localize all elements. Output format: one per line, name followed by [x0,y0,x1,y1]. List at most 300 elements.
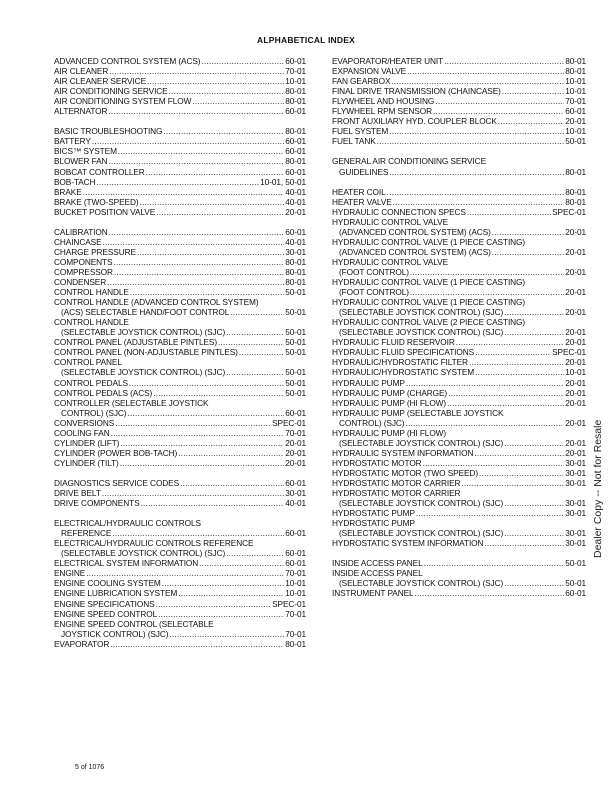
index-entry [54,498,306,508]
index-entry [54,327,306,337]
index-entry-page: 10-01 [565,86,586,97]
dot-leader [504,528,564,538]
index-entry-page: 20-01 [565,447,586,458]
index-entry-text: CONVERSIONS [54,417,115,428]
index-entry-page: 60-01 [285,56,306,66]
index-entry-page: 80-01 [285,277,306,288]
index-entry [54,578,306,588]
index-entry-text: (FOOT CONTROL) [339,266,409,277]
dot-leader [156,599,272,609]
index-entry-text: CONTROL PEDALS [54,377,128,388]
index-entry-text: CONTROL) (SJC) [339,417,405,428]
index-entry-page: 70-01 [285,608,306,619]
index-entry-page: 20-01 [285,447,306,458]
index-entry-text: COMPONENTS [54,256,113,267]
index-entry-text: (ADVANCED CONTROL SYSTEM) (ACS) [339,226,491,237]
index-entry-heading: ELECTRICAL/HYDRAULIC CONTROLS REFERENCE [54,538,254,549]
index-entry [54,167,306,177]
index-entry [54,267,306,277]
index-entry-text: (ACS) SELECTABLE HAND/FOOT CONTROL [61,307,230,318]
index-entry [332,588,586,598]
dot-leader [504,327,564,337]
index-entry [54,227,306,237]
dot-leader [387,187,565,197]
dot-leader [230,307,284,317]
dot-leader [120,438,284,448]
index-entry [332,418,586,428]
index-entry-heading: HYDRAULIC PUMP (HI FLOW) [332,427,447,438]
index-entry-page: 80-01 [565,166,586,177]
dot-leader [96,177,259,187]
index-entry-text: BICS™ SYSTEM [54,146,117,157]
index-entry [332,388,586,398]
dot-leader [108,156,284,166]
index-entry-text: BUCKET POSITION VALVE [54,206,156,217]
index-entry-page: 60-01 [285,558,306,569]
index-entry-page: 20-01 [565,417,586,428]
index-entry-text: HYDRAULIC/HYDROSTATIC SYSTEM [332,367,475,378]
index-entry-text: FINAL DRIVE TRANSMISSION (CHAINCASE) [332,86,501,97]
index-entry [54,428,306,438]
index-entry [332,56,586,66]
index-entry-text: ENGINE COOLING SYSTEM [54,578,161,589]
index-entry-page: 20-01 [565,116,586,127]
dot-leader [239,347,284,357]
index-entry-heading: INSIDE ACCESS PANEL [332,568,423,579]
index-entry-page: 50-01 [285,307,306,318]
index-entry [332,207,586,217]
index-entry [332,76,586,86]
index-entry-page: 50-01 [285,347,306,358]
index-entry-page: 80-01 [285,256,306,267]
index-entry [332,337,586,347]
index-entry-page: SPEC-01 [552,206,586,217]
dot-leader [504,498,564,508]
index-entry [332,267,586,277]
index-entry-text: CONTROL PANEL (ADJUSTABLE PINTLES) [54,337,218,348]
dot-leader [433,106,564,116]
index-entry-page: 20-01 [565,327,586,338]
index-entry-page: 50-01 [285,337,306,348]
index-entry-text: FLYWHEEL AND HOUSING [332,96,435,107]
index-entry [332,558,586,568]
index-entry-text: BOBCAT CONTROLLER [54,166,145,177]
index-entry-page: 60-01 [285,146,306,157]
index-entry-heading: HYDRAULIC PUMP (SELECTABLE JOYSTICK [332,407,504,418]
index-entry-text: BASIC TROUBLESHOOTING [54,126,163,137]
dot-leader [479,468,564,478]
index-entry-text: (SELECTABLE JOYSTICK CONTROL) (SJC) [61,367,226,378]
dot-leader [141,498,285,508]
index-entry [54,347,306,357]
index-entry [54,639,306,649]
index-entry-text: (SELECTABLE JOYSTICK CONTROL) (SJC) [339,578,504,589]
index-entry-page: 70-01 [285,628,306,639]
index-entry [54,599,306,609]
index-entry-page: 70-01 [285,427,306,438]
index-entry [54,56,306,66]
dot-leader [467,207,551,217]
dot-leader [169,629,284,639]
dot-leader [410,287,564,297]
index-entry-page: 20-01 [565,287,586,298]
section-gap [332,548,586,558]
dot-leader [163,126,284,136]
dot-leader [162,578,285,588]
dot-leader [199,558,284,568]
index-entry [332,126,586,136]
index-entry-page: 20-01 [565,226,586,237]
index-entry [54,488,306,498]
dealer-copy-note: Dealer Copy -- Not for Resale [592,419,604,558]
index-entry [54,106,306,116]
index-entry-text: HYDROSTATIC MOTOR CARRIER [332,477,461,488]
index-entry-text: ENGINE SPEED CONTROL [54,608,158,619]
dot-leader [415,588,565,598]
index-entry-heading: HYDRAULIC CONTROL VALVE (1 PIECE CASTING) [332,277,526,288]
dot-leader [137,247,284,257]
index-entry [54,609,306,619]
index-entry [332,106,586,116]
index-entry [54,86,306,96]
dot-leader [226,548,284,558]
index-entry [54,76,306,86]
index-entry-text: EVAPORATOR [54,638,110,649]
index-entry [54,96,306,106]
index-entry-page: 80-01 [285,638,306,649]
index-entry-page: 60-01 [285,106,306,117]
dot-leader [393,197,565,207]
index-entry [54,528,306,538]
index-entry-text: ALTERNATOR [54,106,108,117]
index-entry [54,558,306,568]
dot-leader [109,227,285,237]
index-entry-page: 10-01 [565,76,586,87]
index-entry-page: 80-01 [285,156,306,167]
dot-leader [474,448,564,458]
index-entry [332,378,586,388]
dot-leader [147,76,284,86]
index-entry [332,538,586,548]
index-entry [332,498,586,508]
dot-leader [469,357,564,367]
index-entry-page: 40-01 [285,196,306,207]
index-entry [54,177,306,187]
dot-leader [146,167,285,177]
index-entry-text: (SELECTABLE JOYSTICK CONTROL) (SJC) [61,327,226,338]
index-entry-heading: HYDRAULIC CONTROL VALVE [332,216,449,227]
index-entry-page: 30-01 [565,467,586,478]
index-entry-page: 70-01 [565,96,586,107]
index-entry-text: FUEL SYSTEM [332,126,389,137]
index-entry-text: COMPRESSOR [54,266,113,277]
dot-leader [129,378,284,388]
index-entry-text: CONTROL PEDALS (ACS) [54,387,153,398]
index-entry [332,347,586,357]
dot-leader [192,96,284,106]
dot-leader [492,227,564,237]
index-entry-heading: CONTROL PANEL [54,357,122,368]
index-entry [332,167,586,177]
index-entry-text: CHARGE PRESSURE [54,246,136,257]
index-entry-text: ELECTRICAL SYSTEM INFORMATION [54,558,199,569]
index-entry [332,528,586,538]
index-entry-text: INSIDE ACCESS PANEL [332,558,423,569]
index-entry [54,448,306,458]
dot-leader [389,167,564,177]
index-entry-page: 50-01 [565,558,586,569]
dot-leader [115,418,271,428]
section-gap [54,468,306,478]
index-entry-text: FUEL TANK [332,136,376,147]
index-entry-text: REFERENCE [61,528,112,539]
index-entry-page: 80-01 [565,196,586,207]
dot-leader [218,337,284,347]
index-entry [54,136,306,146]
index-entry-page: 10-01 [285,588,306,599]
dot-leader [113,257,284,267]
dot-leader [156,207,284,217]
index-entry-text: ENGINE SPECIFICATIONS [54,598,155,609]
index-entry-text: FRONT AUXILIARY HYD. COUPLER BLOCK [332,116,497,127]
index-entry-text: (ADVANCED CONTROL SYSTEM) (ACS) [339,246,491,257]
index-entry-page: 20-01 [565,437,586,448]
dot-leader [416,508,564,518]
index-entry-text: HYDRAULIC PUMP [332,377,405,388]
index-entry-page: 20-01 [285,437,306,448]
dot-leader [120,458,285,468]
index-entry-heading: HYDROSTATIC MOTOR CARRIER [332,488,461,499]
index-entry-text: HYDRAULIC SYSTEM INFORMATION [332,447,474,458]
dot-leader [114,267,284,277]
index-entry [54,337,306,347]
index-entry-heading: HYDRAULIC CONTROL VALVE (2 PIECE CASTING) [332,317,526,328]
index-entry-page: 50-01 [285,327,306,338]
index-entry-text: BRAKE [54,186,82,197]
index-entry [332,197,586,207]
dot-leader [498,116,564,126]
index-entry-text: ADVANCED CONTROL SYSTEM (ACS) [54,56,201,66]
index-entry [332,307,586,317]
dot-leader [103,237,285,247]
index-entry [332,438,586,448]
dot-leader [423,458,565,468]
index-entry [54,197,306,207]
index-entry-page: 40-01 [285,236,306,247]
dot-leader [504,438,564,448]
index-entry-page: 20-01 [565,387,586,398]
index-entry-page: 30-01 [285,246,306,257]
index-entry-page: 60-01 [285,226,306,237]
index-entry-heading: CONTROL HANDLE (ADVANCED CONTROL SYSTEM) [54,297,259,308]
dot-leader [201,56,284,66]
dot-leader [504,578,564,588]
index-entry-heading: GENERAL AIR CONDITIONING SERVICE [332,156,487,167]
index-entry-page: 70-01 [285,568,306,579]
index-entry-page: 60-01 [565,588,586,599]
index-entry [54,438,306,448]
section-gap [332,146,586,156]
index-entry-text: ENGINE [54,568,86,579]
index-entry-page: 80-01 [285,126,306,137]
index-entry-text: HYDRAULIC FLUID SPECIFICATIONS [332,347,475,358]
index-entry-text: FAN GEARBOX [332,76,391,87]
index-entry [54,207,306,217]
index-entry-page: 80-01 [285,96,306,107]
index-entry-text: EVAPORATOR/HEATER UNIT [332,56,444,66]
index-entry [54,156,306,166]
dot-leader [461,478,564,488]
index-entry-page: 20-01 [565,266,586,277]
index-entry-text: BOB-TACH [54,176,96,187]
index-entry-text: CONTROL PANEL (NON-ADJUSTABLE PINTLES) [54,347,238,358]
index-entry [332,136,586,146]
index-entry-page: 50-01 [565,578,586,589]
index-entry-page: 60-01 [285,477,306,488]
section-gap [54,508,306,518]
dot-leader [475,347,551,357]
dot-leader [130,287,284,297]
index-entry-heading: HYDRAULIC CONTROL VALVE (1 PIECE CASTING) [332,236,526,247]
index-entry-text: FLYWHEEL RPM SENSOR [332,106,432,117]
index-entry-heading: HYDRAULIC CONTROL VALVE (1 PIECE CASTING) [332,297,526,308]
index-entry [332,86,586,96]
dot-leader [92,136,284,146]
index-entry [332,96,586,106]
index-entry-page: 50-01 [285,367,306,378]
index-entry-text: AIR CLEANER [54,66,109,77]
index-entry-page: 30-01 [565,528,586,539]
dot-leader [111,428,285,438]
index-entry-page: 10-01 [285,578,306,589]
dot-leader [435,96,564,106]
index-entry-page: 10-01, 50-01 [260,176,306,187]
dot-leader [410,267,564,277]
index-entry-text: (SELECTABLE JOYSTICK CONTROL) (SJC) [339,437,504,448]
index-entry [54,548,306,558]
index-entry [332,367,586,377]
dot-leader [118,146,284,156]
index-entry-text: HYDRAULIC FLUID RESERVOIR [332,337,455,348]
index-entry [332,357,586,367]
index-entry-text: HYDROSTATIC MOTOR [332,457,422,468]
index-entry [54,588,306,598]
index-entry-text: BATTERY [54,136,91,147]
index-entry [54,367,306,377]
dot-leader [456,337,565,347]
index-entry-text: HEATER COIL [332,186,386,197]
index-entry-page: 20-01 [565,357,586,368]
dot-leader [153,388,284,398]
index-entry-text: DRIVE COMPONENTS [54,498,140,509]
index-entry [332,448,586,458]
dot-leader [502,86,564,96]
index-entry-page: 30-01 [565,477,586,488]
dot-leader [407,66,564,76]
index-entry-page: 50-01 [285,387,306,398]
dot-leader [475,367,564,377]
index-entry-text: HYDROSTATIC SYSTEM INFORMATION [332,538,484,549]
index-entry-page: 40-01 [285,498,306,509]
index-entry [332,187,586,197]
index-entry [54,478,306,488]
index-entry [54,247,306,257]
index-entry-page: 80-01 [285,266,306,277]
section-gap [54,217,306,227]
index-entry-page: 30-01 [565,498,586,509]
index-entry [332,478,586,488]
index-entry-page: 60-01 [285,528,306,539]
index-entry-text: HYDRAULIC CONNECTION SPECS [332,206,466,217]
index-entry-page: 60-01 [285,166,306,177]
index-entry-text: AIR CLEANER SERVICE [54,76,147,87]
index-entry [54,277,306,287]
dot-leader [424,558,565,568]
index-entry-page: 30-01 [565,538,586,549]
index-entry-text: HYDRAULIC PUMP (HI FLOW) [332,397,447,408]
dot-leader [406,378,564,388]
index-entry-text: AIR CONDITIONING SERVICE [54,86,168,97]
dot-leader [448,388,564,398]
index-entry-text: HYDRAULIC/HYDROSTATIC FILTER [332,357,468,368]
index-entry [332,227,586,237]
index-entry-page: 80-01 [565,66,586,77]
index-entry [332,116,586,126]
index-entry-text: CHAINCASE [54,236,102,247]
index-entry-text: (SELECTABLE JOYSTICK CONTROL) (SJC) [339,528,504,539]
index-entry-text: (SELECTABLE JOYSTICK CONTROL) (SJC) [339,307,504,318]
index-entry-page: 60-01 [565,106,586,117]
index-entry-text: INSTRUMENT PANEL [332,588,414,599]
dot-leader [107,277,284,287]
index-entry-page: 30-01 [565,457,586,468]
dot-leader [108,106,284,116]
index-entry [54,418,306,428]
index-entry-page: 20-01 [565,307,586,318]
dot-leader [112,528,284,538]
index-entry [332,458,586,468]
index-entry-heading: CONTROLLER (SELECTABLE JOYSTICK [54,397,209,408]
index-entry [332,398,586,408]
index-entry-text: CYLINDER (POWER BOB-TACH) [54,447,178,458]
index-entry [332,578,586,588]
index-entry [332,287,586,297]
dot-leader [226,327,284,337]
index-entry [54,66,306,76]
index-entry [332,468,586,478]
index-entry [54,126,306,136]
index-entry-page: 80-01 [565,56,586,66]
index-entry-page: 10-01 [565,126,586,137]
dot-leader [504,307,564,317]
index-entry-text: (SELECTABLE JOYSTICK CONTROL) (SJC) [339,498,504,509]
section-gap [54,116,306,126]
dot-leader [178,448,284,458]
index-entry-text: EXPANSION VALVE [332,66,407,77]
index-entry-page: SPEC-01 [272,417,306,428]
index-entry-page: 50-01 [285,287,306,298]
index-entry-text: GUIDELINES [339,166,389,177]
index-entry-heading: ELECTRICAL/HYDRAULIC CONTROLS [54,518,201,529]
index-entry [332,66,586,76]
dot-leader [226,367,284,377]
page-number: 5 of 1076 [75,764,105,771]
dot-leader [180,478,284,488]
index-entry-page: 70-01 [285,66,306,77]
index-entry-page: 50-01 [285,377,306,388]
index-entry-text: (FOOT CONTROL) [339,287,409,298]
index-entry-text: CONTROL) (SJC) [61,407,127,418]
